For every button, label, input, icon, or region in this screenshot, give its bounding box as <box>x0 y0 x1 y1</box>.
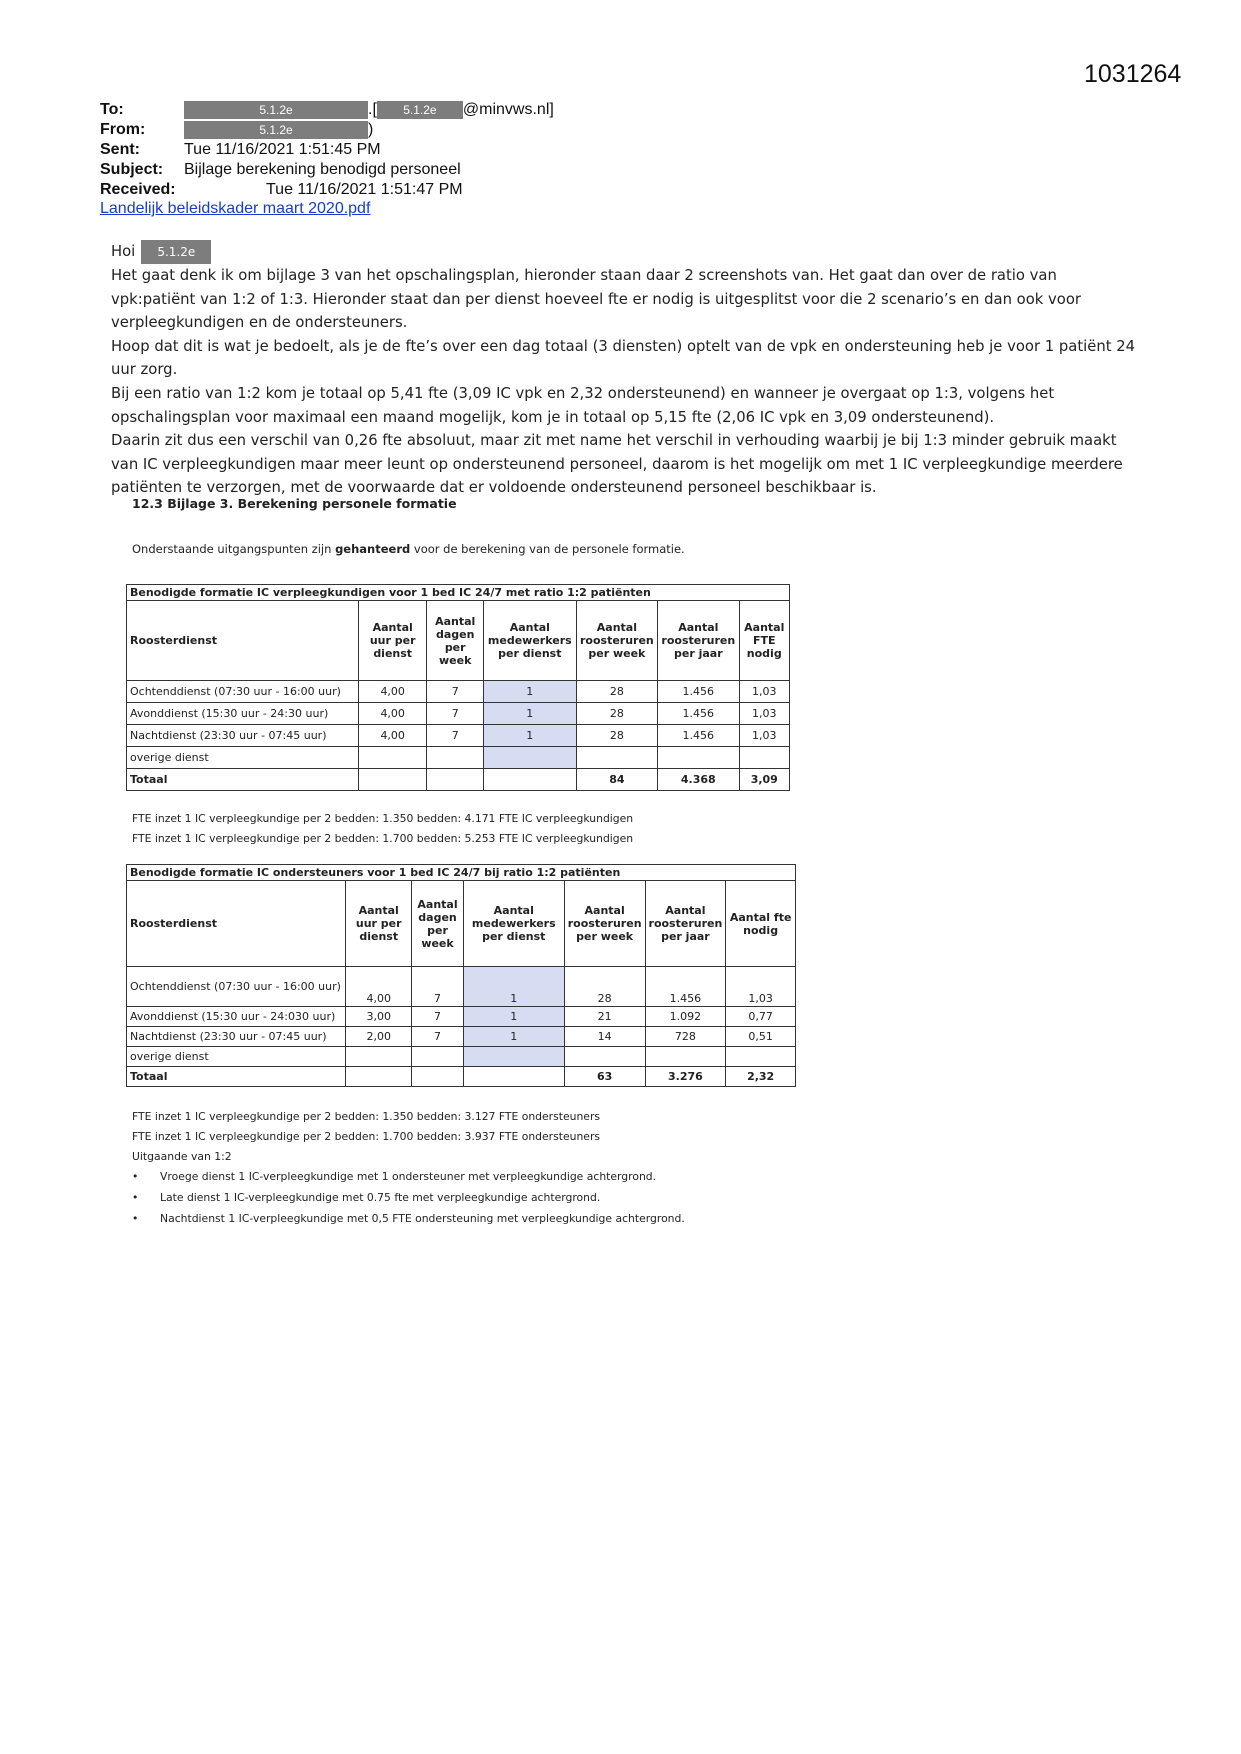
table-cell: 1.456 <box>658 703 739 725</box>
bullet-text: Nachtdienst 1 IC-verpleegkundige met 0,5 FTE ondersteuning met verpleegkundige achtergrond. <box>160 1212 685 1225</box>
table-ic-ondersteuners <box>126 864 796 1087</box>
column-header: Aantal roosteruren per week <box>564 881 645 967</box>
sent-row <box>100 140 554 160</box>
table-cell: 1.456 <box>645 967 726 1007</box>
table-cell <box>427 747 483 769</box>
to-separator: .[ <box>368 101 377 118</box>
attachment-link[interactable]: Landelijk beleidskader maart 2020.pdf <box>100 200 371 217</box>
table-cell: 1,03 <box>726 967 796 1007</box>
table-cell: 1.092 <box>645 1007 726 1027</box>
redaction-box: 5.1.2e <box>141 240 211 264</box>
table-cell: Avonddienst (15:30 uur - 24:30 uur) <box>127 703 359 725</box>
list-item <box>132 1170 685 1191</box>
column-header: Aantal uur per dienst <box>346 881 412 967</box>
column-header: Aantal medewerkers per dienst <box>483 601 576 681</box>
table-cell: 4,00 <box>358 725 427 747</box>
table-row <box>127 725 790 747</box>
intro-after: voor de berekening van de personele formatie. <box>410 542 685 556</box>
table-cell: Totaal <box>127 1067 346 1087</box>
table-row <box>127 1027 796 1047</box>
table-cell: 1.456 <box>658 725 739 747</box>
paragraph-4: Daarin zit dus een verschil van 0,26 fte absoluut, maar zit met name het verschil in verhouding waarbij je bij 1:3 minder gebruik maakt van IC verpleegkundigen maar meer leunt op ondersteunend personeel, daarom is het mogelijk om met 1 IC verpleegkundige meerdere patiënten te verzorgen, met de voorwaarde dat er voldoende ondersteunend personeel beschikbaar is. <box>111 432 1123 497</box>
to-label: To: <box>100 101 124 118</box>
table-cell: 63 <box>564 1067 645 1087</box>
sent-value: Tue 11/16/2021 1:51:45 PM <box>184 141 381 158</box>
table-cell: 2,00 <box>346 1027 412 1047</box>
bullet-icon: • <box>132 1212 139 1225</box>
table-cell: 0,51 <box>726 1027 796 1047</box>
table-cell: overige dienst <box>127 1047 346 1067</box>
table-title: Benodigde formatie IC verpleegkundigen voor 1 bed IC 24/7 met ratio 1:2 patiënten <box>127 585 790 601</box>
column-header: Aantal dagen per week <box>412 881 464 967</box>
table-cell <box>483 769 576 791</box>
table-cell: 1 <box>463 1027 564 1047</box>
table-cell: Ochtenddienst (07:30 uur - 16:00 uur) <box>127 681 359 703</box>
table-cell <box>463 1067 564 1087</box>
table-cell <box>346 1047 412 1067</box>
table-cell: Nachtdienst (23:30 uur - 07:45 uur) <box>127 725 359 747</box>
table-cell: 1 <box>463 967 564 1007</box>
table-cell: 3,00 <box>346 1007 412 1027</box>
column-header: Aantal fte nodig <box>726 881 796 967</box>
to-row <box>100 100 554 120</box>
subject-label: Subject: <box>100 161 164 178</box>
table-cell <box>726 1047 796 1067</box>
column-header: Aantal FTE nodig <box>739 601 789 681</box>
received-value: Tue 11/16/2021 1:51:47 PM <box>266 181 463 198</box>
sent-label: Sent: <box>100 141 140 158</box>
table-cell: 3,09 <box>739 769 789 791</box>
column-header: Aantal roosteruren per jaar <box>658 601 739 681</box>
table-row <box>127 681 790 703</box>
table-cell: 28 <box>576 725 657 747</box>
subject-value: Bijlage berekening benodigd personeel <box>184 161 461 178</box>
bullet-icon: • <box>132 1191 139 1204</box>
column-header: Roosterdienst <box>127 881 346 967</box>
table-cell: 7 <box>427 725 483 747</box>
table-cell <box>658 747 739 769</box>
table-cell: 4.368 <box>658 769 739 791</box>
paragraph-2: Hoop dat dit is wat je bedoelt, als je de fte’s over een dag totaal (3 diensten) optelt van de vpk en ondersteuning heb je voor 1 patiënt 24 uur zorg. <box>111 337 1136 379</box>
email-header <box>100 100 554 200</box>
column-header: Aantal roosteruren per jaar <box>645 881 726 967</box>
redaction-box: 5.1.2e <box>184 101 368 119</box>
received-label: Received: <box>100 181 176 198</box>
table-row <box>127 1007 796 1027</box>
table-cell <box>412 1067 464 1087</box>
table-total-row <box>127 1067 796 1087</box>
table-cell <box>576 747 657 769</box>
table-cell <box>346 1067 412 1087</box>
intro-before: Onderstaande uitgangspunten zijn <box>132 542 336 556</box>
bullet-text: Vroege dienst 1 IC-verpleegkundige met 1 ondersteuner met verpleegkundige achtergrond. <box>160 1170 657 1183</box>
table-row <box>127 967 796 1007</box>
table-cell: 7 <box>412 1007 464 1027</box>
table-cell: 3.276 <box>645 1067 726 1087</box>
table-cell <box>483 747 576 769</box>
table-note: FTE inzet 1 IC verpleegkundige per 2 bedden: 1.350 bedden: 3.127 FTE ondersteuners <box>132 1110 601 1123</box>
paragraph-1: Het gaat denk ik om bijlage 3 van het opschalingsplan, hieronder staan daar 2 screenshots van. Het gaat dan over de ratio van vpk:patiënt van 1:2 of 1:3. Hieronder staat dan per dienst hoeveel fte er nodig is uitgesplitst voor die 2 scenario’s en dan ook voor verpleegkundigen en de ondersteuners. <box>111 267 1081 332</box>
table-row <box>127 747 790 769</box>
column-header: Aantal dagen per week <box>427 601 483 681</box>
table-cell: 7 <box>412 1027 464 1047</box>
from-label: From: <box>100 121 146 138</box>
table-cell: 84 <box>576 769 657 791</box>
bullet-list <box>132 1170 685 1233</box>
table-cell: 4,00 <box>358 703 427 725</box>
to-domain: @minvws.nl] <box>462 101 554 118</box>
table-cell: 4,00 <box>346 967 412 1007</box>
paragraph-3: Bij een ratio van 1:2 kom je totaal op 5,41 fte (3,09 IC vpk en 2,32 ondersteunend) en wanneer je overgaat op 1:3, volgens het opschalingsplan voor maximaal een maand mogelijk, kom je in totaal op 5,15 fte (2,06 IC vpk en 3,09 ondersteunend). <box>111 384 1055 426</box>
table-cell: 1,03 <box>739 725 789 747</box>
table-cell: 4,00 <box>358 681 427 703</box>
table-cell: 1 <box>483 681 576 703</box>
table-cell: 1,03 <box>739 703 789 725</box>
column-header: Aantal roosteruren per week <box>576 601 657 681</box>
table-cell: 28 <box>576 703 657 725</box>
list-item <box>132 1212 685 1233</box>
table-note: FTE inzet 1 IC verpleegkundige per 2 bedden: 1.700 bedden: 5.253 FTE IC verpleegkundigen <box>132 832 634 845</box>
table-cell: 2,32 <box>726 1067 796 1087</box>
table-total-row <box>127 769 790 791</box>
table-cell: Ochtenddienst (07:30 uur - 16:00 uur) <box>127 967 346 1007</box>
greeting-text: Hoi <box>111 243 136 261</box>
table-cell: Nachtdienst (23:30 uur - 07:45 uur) <box>127 1027 346 1047</box>
table-cell: 1.456 <box>658 681 739 703</box>
bullet-text: Late dienst 1 IC-verpleegkundige met 0.75 fte met verpleegkundige achtergrond. <box>160 1191 601 1204</box>
table-cell <box>427 769 483 791</box>
table-cell: 0,77 <box>726 1007 796 1027</box>
table-note: FTE inzet 1 IC verpleegkundige per 2 bedden: 1.700 bedden: 3.937 FTE ondersteuners <box>132 1130 601 1143</box>
table-cell: 21 <box>564 1007 645 1027</box>
to-value <box>184 100 554 120</box>
column-header: Roosterdienst <box>127 601 359 681</box>
from-close: ) <box>368 121 374 138</box>
table-cell: 7 <box>412 967 464 1007</box>
table-header-row <box>127 601 790 681</box>
from-value <box>184 120 373 140</box>
list-item <box>132 1191 685 1212</box>
email-body <box>111 240 1141 500</box>
table-cell: 7 <box>427 703 483 725</box>
table-cell: 28 <box>564 967 645 1007</box>
table-cell: Avonddienst (15:30 uur - 24:030 uur) <box>127 1007 346 1027</box>
table-cell: 728 <box>645 1027 726 1047</box>
table-cell <box>645 1047 726 1067</box>
subject-row <box>100 160 554 180</box>
section-title: 12.3 Bijlage 3. Berekening personele formatie <box>132 496 457 511</box>
table-cell: 1 <box>463 1007 564 1027</box>
table-ic-verpleegkundigen <box>126 584 790 791</box>
table-cell: 7 <box>427 681 483 703</box>
table-cell: 14 <box>564 1027 645 1047</box>
table-cell <box>564 1047 645 1067</box>
table-cell: overige dienst <box>127 747 359 769</box>
table-note: FTE inzet 1 IC verpleegkundige per 2 bedden: 1.350 bedden: 4.171 FTE IC verpleegkundigen <box>132 812 634 825</box>
table-cell: 28 <box>576 681 657 703</box>
table-cell <box>739 747 789 769</box>
bullet-icon: • <box>132 1170 139 1183</box>
received-row <box>100 180 554 200</box>
table-row <box>127 1047 796 1067</box>
table-header-row <box>127 881 796 967</box>
table-cell: Totaal <box>127 769 359 791</box>
table-cell <box>463 1047 564 1067</box>
table-cell: 1 <box>483 703 576 725</box>
table-cell <box>412 1047 464 1067</box>
table-cell <box>358 769 427 791</box>
table-note: Uitgaande van 1:2 <box>132 1150 232 1163</box>
table-cell <box>358 747 427 769</box>
document-id: 1031264 <box>1084 60 1182 88</box>
table-cell: 1,03 <box>739 681 789 703</box>
table-cell: 1 <box>483 725 576 747</box>
greeting <box>111 240 1141 264</box>
redaction-box: 5.1.2e <box>184 121 368 139</box>
table-row <box>127 703 790 725</box>
table-title: Benodigde formatie IC ondersteuners voor 1 bed IC 24/7 bij ratio 1:2 patiënten <box>127 865 796 881</box>
column-header: Aantal medewerkers per dienst <box>463 881 564 967</box>
from-row <box>100 120 554 140</box>
intro-bold: gehanteerd <box>335 542 411 556</box>
redaction-box: 5.1.2e <box>377 101 463 119</box>
column-header: Aantal uur per dienst <box>358 601 427 681</box>
intro-text <box>132 542 685 556</box>
